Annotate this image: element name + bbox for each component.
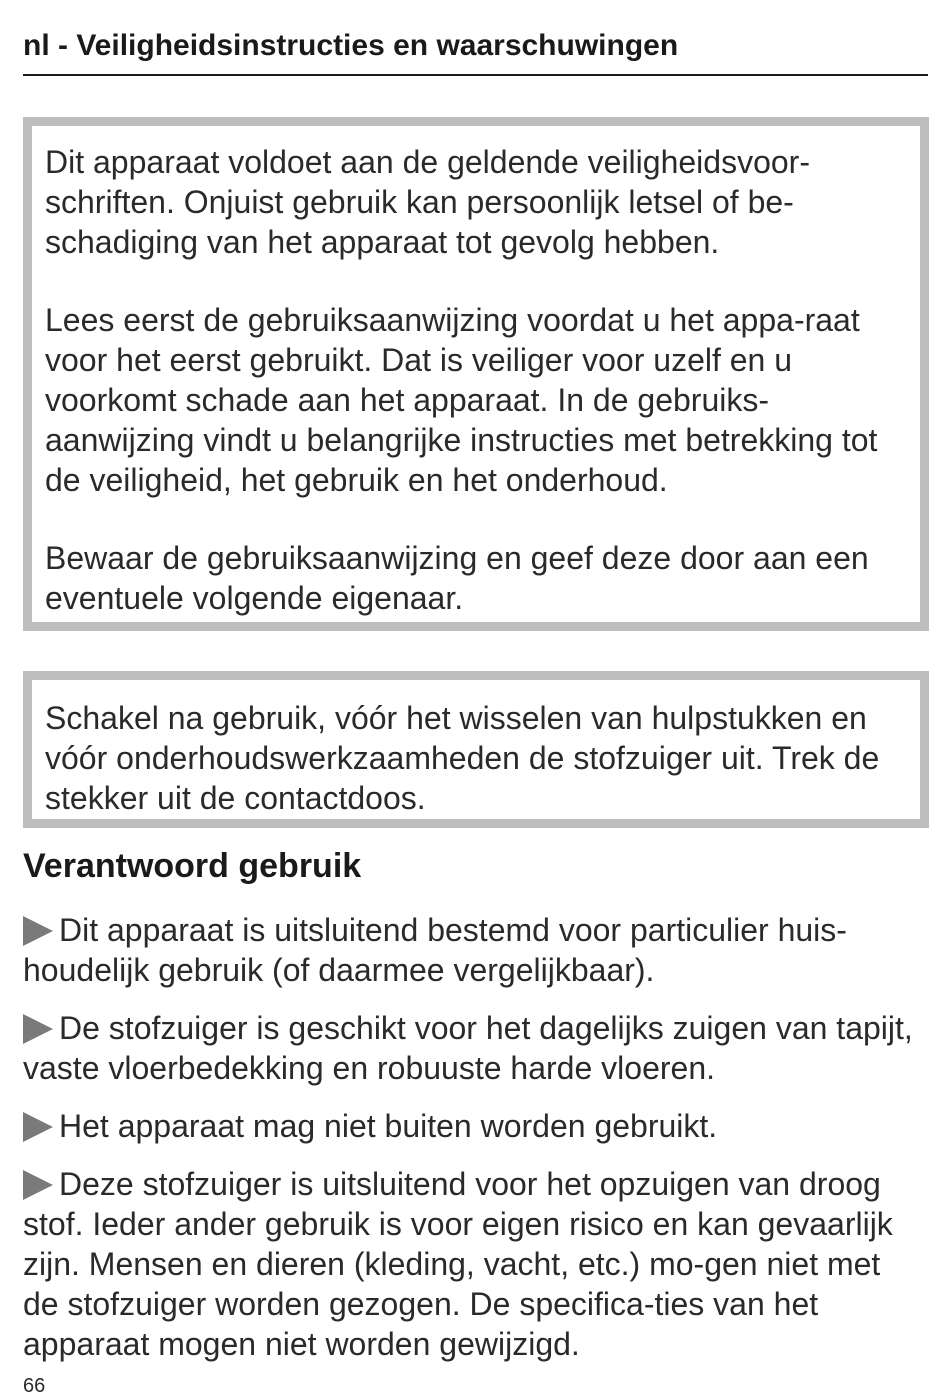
safety-notice-box — [23, 117, 929, 631]
warning-paragraph: Schakel na gebruik, vóór het wisselen van hulpstukken en vóór onderhoudswerkzaamheden de stofzuiger uit. Trek de stekker uit de contactdoos. — [45, 700, 880, 816]
triangle-arrow-icon — [23, 1112, 53, 1142]
list-item-text: Dit apparaat is uitsluitend bestemd voor particulier huis-houdelijk gebruik (of daarmee vergelijkbaar). — [23, 912, 847, 988]
unplug-warning-box — [23, 671, 929, 828]
list-item — [23, 1164, 923, 1364]
notice-paragraph: Dit apparaat voldoet aan de geldende veiligheidsvoor-schriften. Onjuist gebruik kan persoonlijk letsel of be-schadiging van het apparaat tot gevolg hebben. — [45, 144, 810, 260]
notice-paragraph: Bewaar de gebruiksaanwijzing en geef deze door aan een eventuele volgende eigenaar. — [45, 540, 869, 616]
section-title: Verantwoord gebruik — [23, 847, 362, 885]
list-item — [23, 1106, 923, 1146]
notice-paragraph: Lees eerst de gebruiksaanwijzing voordat u het appa-raat voor het eerst gebruikt. Dat is veiliger voor uzelf en u voorkomt schade aan het apparaat. In de gebruiks-aanwijzing vindt u belangrijke instructies met betrekking tot de veiligheid, het gebruik en het onderhoud. — [45, 302, 878, 498]
list-item — [23, 1008, 923, 1088]
page-title: nl - Veiligheidsinstructies en waarschuwingen — [23, 29, 679, 62]
triangle-arrow-icon — [23, 916, 53, 946]
triangle-arrow-icon — [23, 1170, 53, 1200]
list-item-text: Het apparaat mag niet buiten worden gebruikt. — [59, 1108, 718, 1144]
list-item-text: Deze stofzuiger is uitsluitend voor het opzuigen van droog stof. Ieder ander gebruik is voor eigen risico en kan gevaarlijk zijn. Mensen en dieren (kleding, vacht, etc.) mo-gen niet met de stofzuiger worden gezogen. De specifica-ties van het apparaat mogen niet worden gewijzigd. — [23, 1166, 893, 1362]
list-item — [23, 910, 923, 990]
bullet-list — [23, 910, 923, 1382]
list-item-text: De stofzuiger is geschikt voor het dagelijks zuigen van tapijt, vaste vloerbedekking en robuuste harde vloeren. — [23, 1010, 913, 1086]
triangle-arrow-icon — [23, 1014, 53, 1044]
page-number: 66 — [23, 1375, 46, 1397]
page-header — [23, 26, 928, 76]
